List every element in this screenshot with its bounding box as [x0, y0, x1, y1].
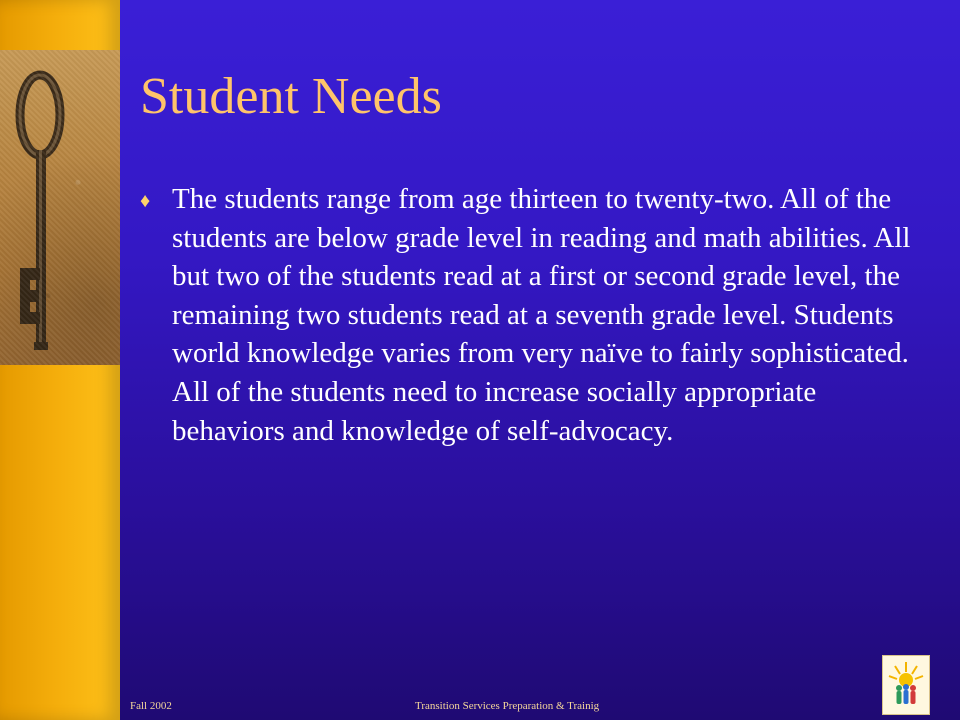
key-photo — [0, 50, 120, 365]
bullet-text: The students range from age thirteen to twenty-two. All of the students are below grade level in reading and math abilities. All but two of the students read at a first or second grade level, the remaining two students read at a seventh grade level. Students world knowledge varies from very naïve to fairly sophisticated. All of the students need to increase socially appropriate behaviors and knowledge of self-advocacy. — [172, 183, 911, 447]
diamond-icon: ♦ — [140, 190, 151, 212]
people-sun-logo-icon — [882, 655, 930, 715]
slide-title: Student Needs — [140, 68, 442, 125]
key-icon — [0, 50, 120, 365]
bullet-list — [140, 180, 930, 450]
footer-date: Fall 2002 — [130, 700, 172, 712]
footer-title: Transition Services Preparation & Trainig — [415, 700, 600, 712]
